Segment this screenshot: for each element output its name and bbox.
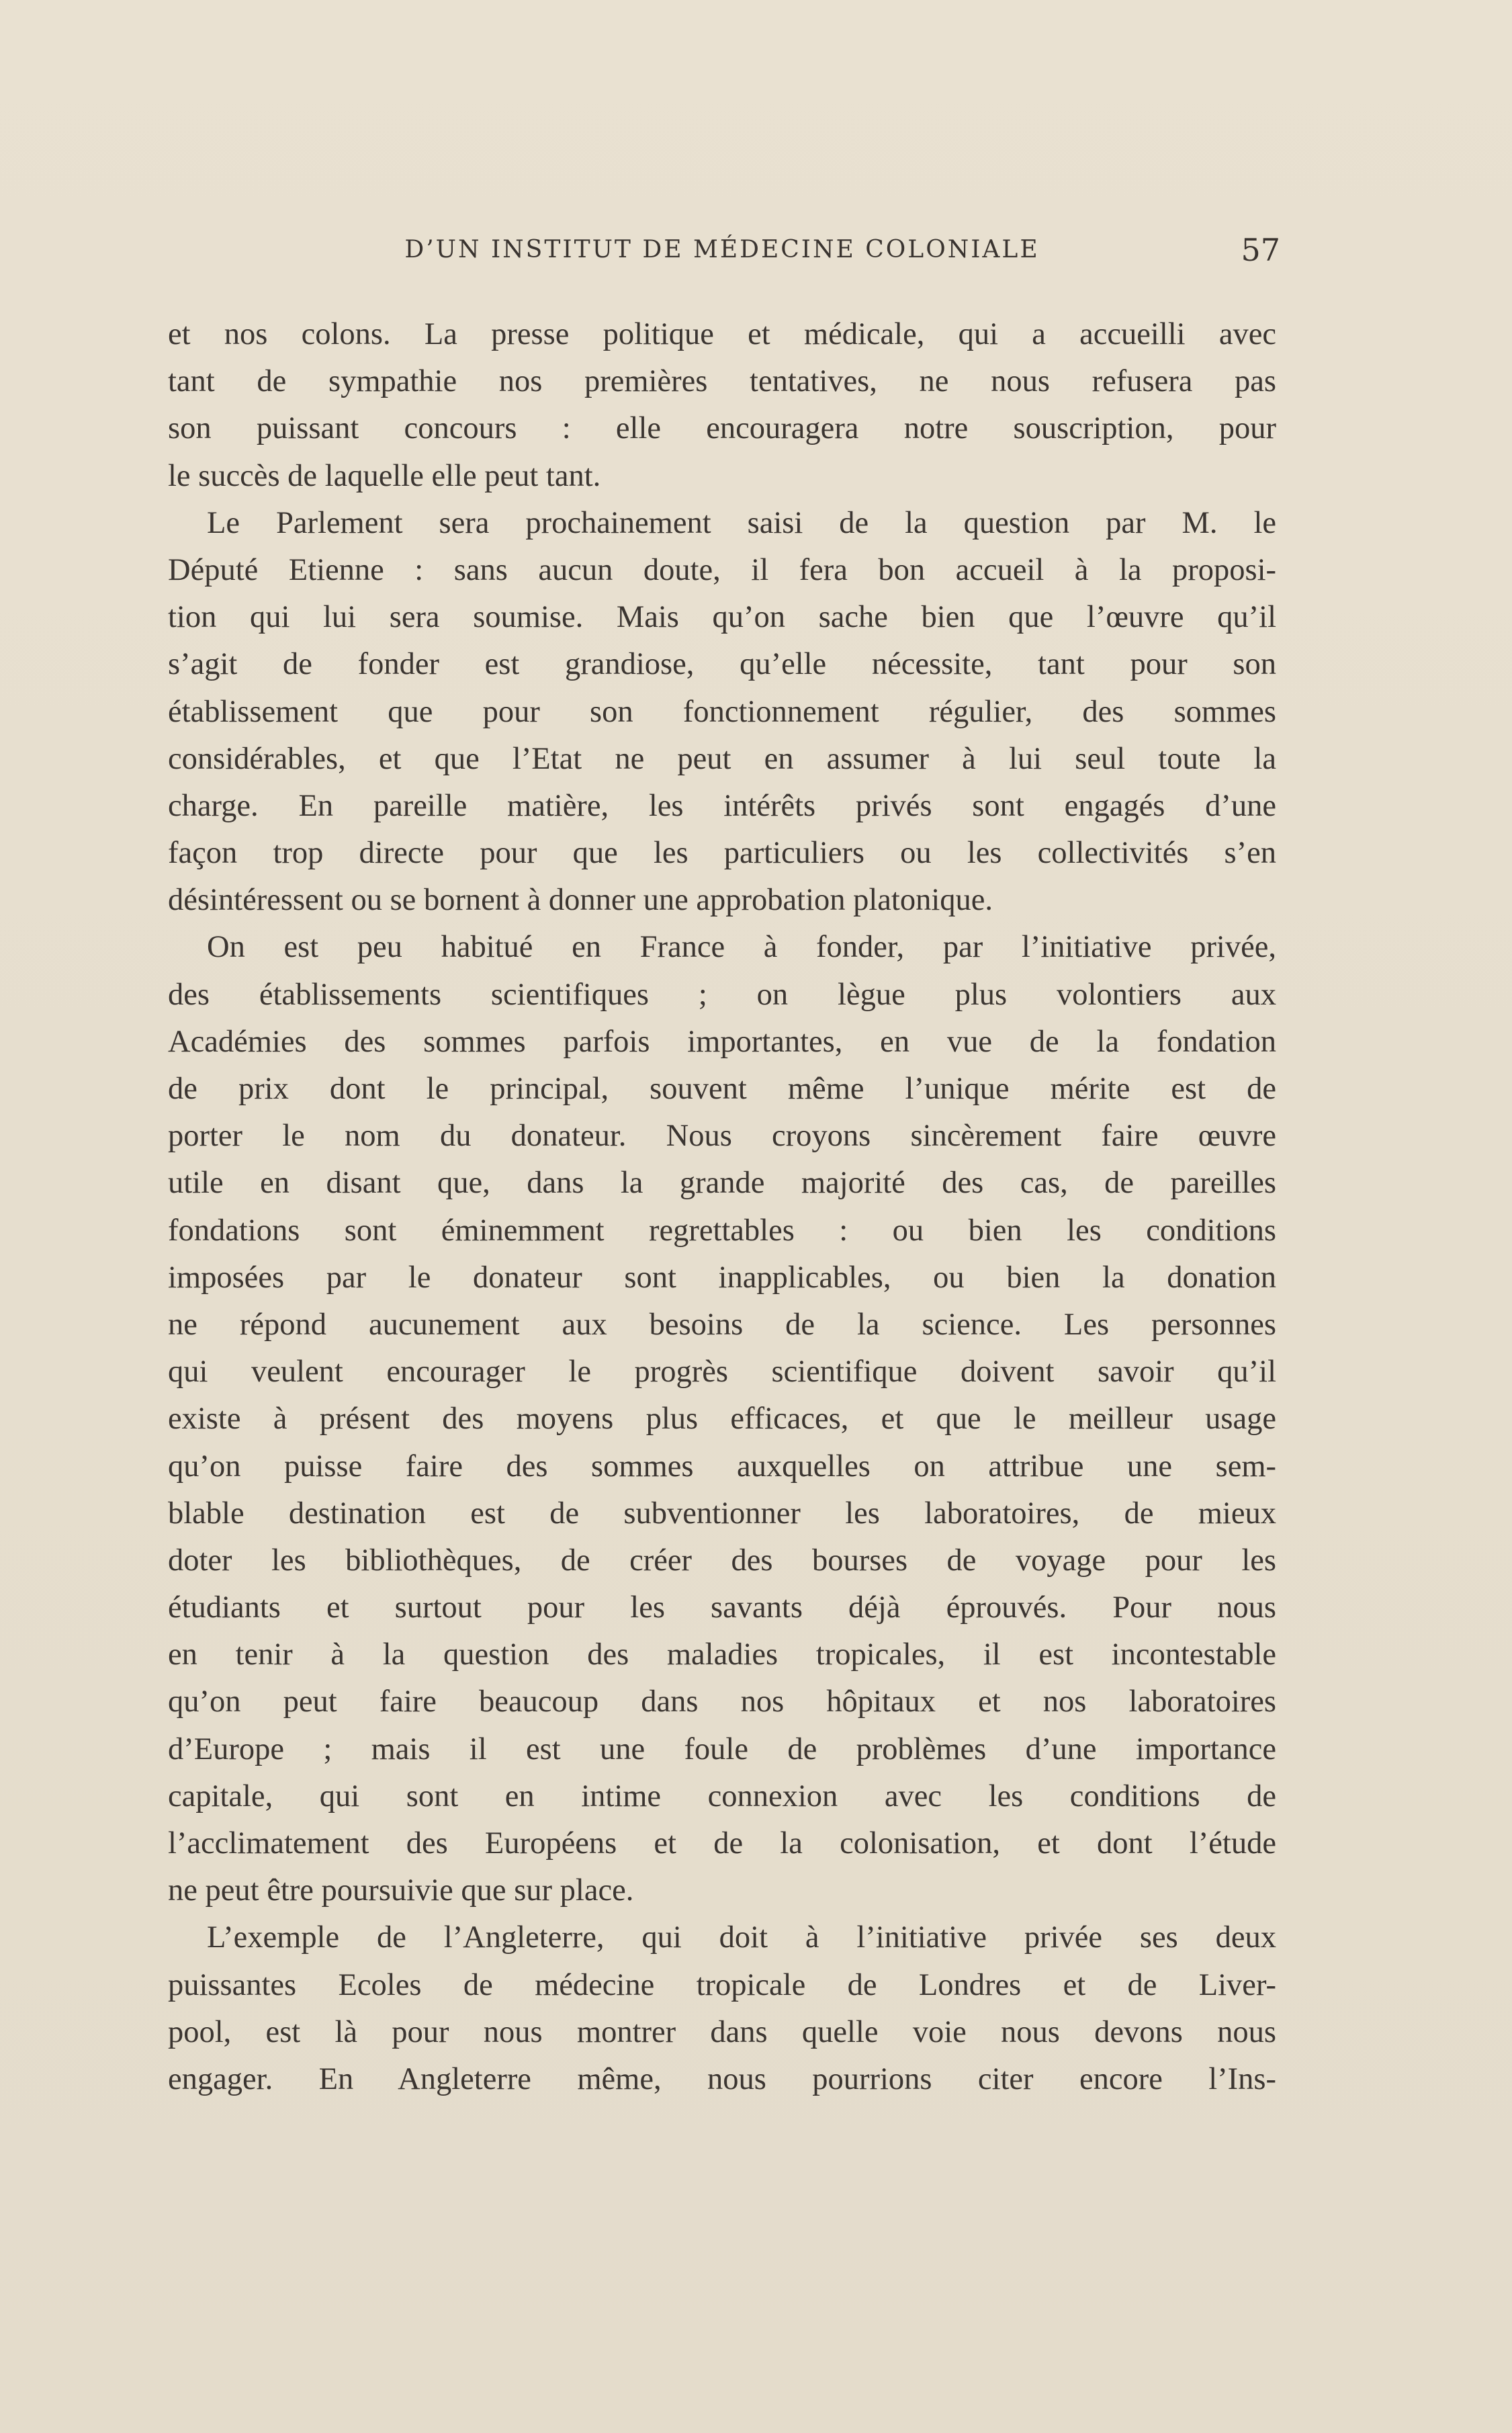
text-line: considérables, et que l’Etat ne peut en assumer à lui seul toute la <box>168 741 1276 776</box>
text-line: et nos colons. La presse politique et médicale, qui a accueilli avec <box>168 317 1276 351</box>
text-line: désintéressent ou se bornent à donner une approbation platonique. <box>168 883 993 918</box>
text-line: existe à présent des moyens plus efficaces, et que le meilleur usage <box>168 1402 1276 1437</box>
text-line: Académies des sommes parfois importantes, en vue de la fondation <box>168 1024 1276 1059</box>
text-line: son puissant concours : elle encouragera notre souscription, pour <box>168 411 1276 446</box>
text-line: établissement que pour son fonctionnement régulier, des sommes <box>168 694 1276 729</box>
page-number: 57 <box>1241 232 1280 268</box>
text-line: qu’on peut faire beaucoup dans nos hôpitaux et nos laboratoires <box>168 1684 1276 1719</box>
text-line: s’agit de fonder est grandiose, qu’elle nécessite, tant pour son <box>168 647 1276 682</box>
text-line: étudiants et surtout pour les savants déjà éprouvés. Pour nous <box>168 1590 1276 1625</box>
text-line: tant de sympathie nos premières tentatives, ne nous refusera pas <box>168 364 1276 399</box>
text-line: engager. En Angleterre même, nous pourrions citer encore l’Ins- <box>168 2061 1276 2096</box>
text-line: en tenir à la question des maladies tropicales, il est incontestable <box>168 1637 1276 1672</box>
text-line: porter le nom du donateur. Nous croyons sincèrement faire œuvre <box>168 1119 1276 1154</box>
running-header <box>168 232 1280 272</box>
text-line: Le Parlement sera prochainement saisi de la question par M. le <box>207 505 1276 540</box>
text-line: imposées par le donateur sont inapplicables, ou bien la donation <box>168 1260 1276 1295</box>
running-title: D’UN INSTITUT DE MÉDECINE COLONIALE <box>404 236 1040 263</box>
text-line: pool, est là pour nous montrer dans quelle voie nous devons nous <box>168 2014 1276 2049</box>
text-line: façon trop directe pour que les particuliers ou les collectivités s’en <box>168 836 1276 871</box>
text-line: le succès de laquelle elle peut tant. <box>168 458 601 493</box>
text-line: d’Europe ; mais il est une foule de problèmes d’une importance <box>168 1732 1276 1766</box>
text-line: On est peu habitué en France à fonder, par l’initiative privée, <box>207 930 1276 965</box>
text-line: ne peut être poursuivie que sur place. <box>168 1873 634 1908</box>
text-line: doter les bibliothèques, de créer des bourses de voyage pour les <box>168 1543 1276 1578</box>
text-line: des établissements scientifiques ; on lègue plus volontiers aux <box>168 977 1276 1012</box>
text-line: de prix dont le principal, souvent même l’unique mérite est de <box>168 1072 1276 1106</box>
text-line: utile en disant que, dans la grande majorité des cas, de pareilles <box>168 1166 1276 1201</box>
text-line: tion qui lui sera soumise. Mais qu’on sache bien que l’œuvre qu’il <box>168 600 1276 635</box>
text-line: puissantes Ecoles de médecine tropicale de Londres et de Liver- <box>168 1967 1276 2002</box>
text-line: fondations sont éminemment regrettables : ou bien les conditions <box>168 1213 1276 1248</box>
text-line: charge. En pareille matière, les intérêts privés sont engagés d’une <box>168 788 1276 823</box>
text-line: ne répond aucunement aux besoins de la science. Les personnes <box>168 1307 1276 1342</box>
text-line: l’acclimatement des Européens et de la colonisation, et dont l’étude <box>168 1826 1276 1861</box>
text-line: qui veulent encourager le progrès scientifique doivent savoir qu’il <box>168 1355 1276 1390</box>
text-line: Député Etienne : sans aucun doute, il fera bon accueil à la proposi- <box>168 552 1276 587</box>
text-line: capitale, qui sont en intime connexion avec les conditions de <box>168 1779 1276 1813</box>
text-line: qu’on puisse faire des sommes auxquelles on attribue une sem- <box>168 1449 1276 1484</box>
text-line: L’exemple de l’Angleterre, qui doit à l’initiative privée ses deux <box>207 1920 1276 1955</box>
body-text <box>168 311 1276 2103</box>
text-line: blable destination est de subventionner les laboratoires, de mieux <box>168 1496 1276 1531</box>
